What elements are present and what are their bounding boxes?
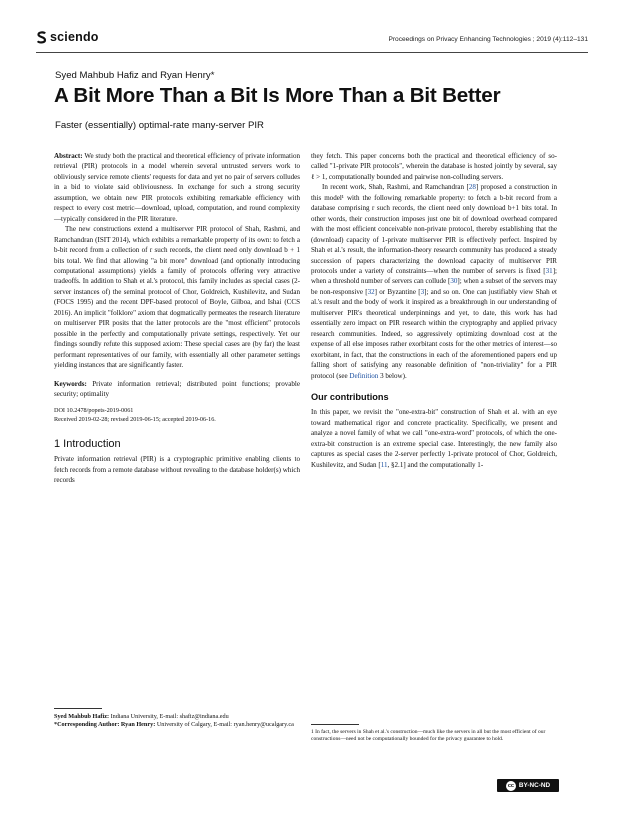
cc-icon: cc <box>507 782 514 789</box>
paper-subtitle: Faster (essentially) optimal-rate many-server PIR <box>55 120 264 131</box>
abstract-paragraph-2: The new constructions extend a multiserver PIR protocol of Shah, Rashmi, and Ramchandran (ISIT 2014), which exhibits a remarkable property of its own: to fetch a b-bit record from a collection of r such records, the client need only download b + 1 bits total. We find that allowing "a bit more" download (and optionally introducing computational assumptions) yields a family of protocols offering very attractive tradeoffs. In addition to Shah et al.'s protocol, this family includes as special cases (2-server instances of) the seminal protocol of Chor, Goldreich, Kushilevitz, and Sudan (FOCS 1995) and the recent DPF-based protocol of Boyle, Gilboa, and Ishai (CCS 2016). An implicit "folklore" axiom that dogmatically permeates the research literature on multiserver PIR posits that the latter protocols are the "most efficient" protocols possible in the perfectly and computationally private settings, respectively. Yet our findings soundly refute this supposed axiom: These special cases are (by far) the least performant representatives of our family, with essentially all other parameter settings yielding instances that are significantly faster. <box>54 225 300 370</box>
citation-link[interactable]: 11 <box>380 460 388 469</box>
right-paragraph-2: In recent work, Shah, Rashmi, and Ramchandran [28] proposed a construction in this model¹ with the following remarkable property: to fetch a b-bit record from a database comprising r such records, the client need only download b+1 bits total. In other words, their construction imposes just one bit of download overhead compared with the most efficient conceivable non-private protocol, thereby establishing that the (download) capacity of 1-private multiserver PIR is effectively perfect. Inspired by Shah et al.'s result, the information-theory research community has produced a steady succession of papers characterizing the download capacity of multiserver PIR protocols under a variety of constraints—when the number of servers is fixed [31]; when a threshold number of servers can collude [30]; when a subset of the servers may be non-responsive [32] or Byzantine [3]; and so on. One can justifiably view Shah et al.'s result and the body of work it inspired as a breakthrough in our understanding of multiserver PIR's theoretical underpinnings and yet, to date, this work has had essentially zero impact on PIR research within the cryptography and applied privacy research communities. Indeed, so aggressively optimizing download cost at the expense of all else imposes rather exorbitant costs for the other metrics of interest—so exorbitant, in fact, that the constructions in each of the aforementioned papers end up falling short of satisfying any reasonable definition of "non-triviality" for a PIR protocol (see Definition 3 below). <box>311 183 558 380</box>
section-heading-contributions: Our contributions <box>311 391 389 402</box>
definition-link[interactable]: Definition <box>349 371 379 380</box>
sciendo-s-icon <box>36 31 47 44</box>
citation-link[interactable]: 32 <box>367 287 375 296</box>
citation-link[interactable]: 31 <box>545 266 553 275</box>
citation-link[interactable]: 28 <box>468 183 476 192</box>
citation-link[interactable]: 3 <box>420 287 425 296</box>
keywords-text: Private information retrieval; distributed point functions; provable security; optimality <box>54 379 301 398</box>
header-rule <box>36 52 588 53</box>
right-column <box>311 151 557 470</box>
footnote-1: 1 In fact, the servers in Shah et al.'s construction—much like the servers in all but the most efficient of our constructions—need not be computationally bounded for the privacy guarantee to hold. <box>311 729 546 743</box>
abstract-label: Abstract: <box>54 152 83 160</box>
affiliation-1: Syed Mahbub Hafiz: Indiana University, E-mail: shafiz@indiana.edu <box>54 713 229 720</box>
license-text: BY-NC-ND <box>518 782 551 789</box>
journal-citation: Proceedings on Privacy Enhancing Technologies ; 2019 (4):112–131 <box>388 36 588 43</box>
citation-link[interactable]: 30 <box>450 277 458 286</box>
publisher-logo <box>36 30 99 44</box>
license-badge[interactable] <box>497 779 559 792</box>
abstract-text-1: We study both the practical and theoretical efficiency of private information retrieval (PIR) protocols in a model wherein several untrusted servers work to obliviously service remote clients' requests for data and yet no pair of servers colludes in a bid to violate said obliviousness. In exchange for such a strong security assumption, we obtain new PIR protocols exhibiting remarkable efficiency with respect to every cost metric—download, upload, computation, and round complexity—typically considered in the PIR literature. <box>54 152 301 223</box>
page-header <box>36 30 588 52</box>
abstract-paragraph-1 <box>54 151 300 224</box>
right-paragraph-1: they fetch. This paper concerns both the practical and theoretical efficiency of so-called "1-private PIR protocols", wherein the database is hosted jointly by several, say ℓ > 1, computationally bounded and pairwise non-colluding servers. <box>311 152 557 181</box>
received-dates: Received 2019-02-28; revised 2019-06-15; accepted 2019-06-16. <box>54 416 216 424</box>
keywords-label: Keywords: <box>54 379 87 388</box>
keywords <box>54 379 300 400</box>
doi: DOI 10.2478/popets-2019-0061 <box>54 407 134 415</box>
author-affiliations <box>54 713 300 730</box>
paper-authors: Syed Mahbub Hafiz and Ryan Henry* <box>55 70 215 81</box>
intro-paragraph-1: Private information retrieval (PIR) is a cryptographic primitive enabling clients to fetch records from a remote database without revealing to the database holder(s) which records <box>54 455 300 484</box>
footnote-rule-left <box>54 708 102 709</box>
article-meta <box>54 407 300 424</box>
left-column <box>54 151 300 485</box>
affiliation-2: *Corresponding Author: Ryan Henry: University of Calgary, E-mail: ryan.henry@ucalgary.ca <box>54 721 294 729</box>
footnote-rule-right <box>311 724 359 725</box>
contrib-paragraph-1: In this paper, we revisit the "one-extra-bit" construction of Shah et al. with an eye toward mathematical rigor and concrete practicality. Specifically, we present and analyze a novel family of what we call "one-extra-word" protocols, of which the one-extra-bit construction is an extreme special case. Interestingly, the new family also captures as special cases the 2-server perfectly 1-private protocol of Chor, Goldreich, Kushilevitz, and Sudan [11, §2.1] and the computationally 1- <box>311 408 557 469</box>
publisher-name: sciendo <box>50 30 99 44</box>
section-heading-introduction: 1 Introduction <box>54 437 121 450</box>
paper-title: A Bit More Than a Bit Is More Than a Bit Better <box>54 84 501 107</box>
